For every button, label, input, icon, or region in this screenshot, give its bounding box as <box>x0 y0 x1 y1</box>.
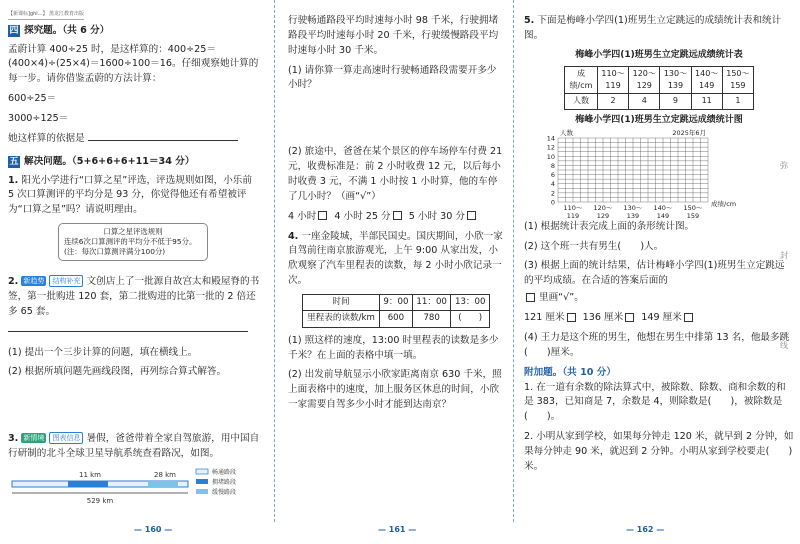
question-2-sub-1: (1) 提出一个三步计算的问题，填在横线上。 <box>8 346 198 358</box>
option-4h-checkbox[interactable] <box>318 211 327 220</box>
sub-question-5-1: (1) 根据统计表完成上面的条形统计图。 <box>524 220 695 232</box>
x-tick-label: 119 <box>566 211 580 220</box>
stats-row <box>565 94 754 109</box>
question-4 <box>288 230 504 289</box>
basis-answer-blank[interactable] <box>88 140 238 141</box>
chart-date: 2025年6月 <box>672 128 706 137</box>
question-2 <box>8 275 260 320</box>
odometer-head-3: 13：00 <box>451 295 490 311</box>
parking-options <box>288 210 504 225</box>
sub-question-4-1: (1) 照这样的速度，13:00 时里程表的读数是多少千米？在上面的表格中填一填。 <box>288 334 499 361</box>
average-options <box>524 311 794 326</box>
x-tick-label: 159 <box>686 211 700 220</box>
chart-info-tag: 图表信息 <box>49 432 83 444</box>
y-tick-label: 4 <box>550 179 555 188</box>
odometer-head-1: 9：00 <box>379 295 412 311</box>
question-5-text: 下面是梅峰小学四(1)班男生立定跳远的成绩统计表和统计图。 <box>524 15 782 41</box>
option-149: 149 厘米 <box>641 312 682 324</box>
extra-header: 附加题。（共 10 分） <box>524 366 616 378</box>
sub-question-1: (1) 请你算一算走高速时行驶畅通路段需要开多少小时？ <box>288 64 497 91</box>
question-1 <box>8 174 260 219</box>
page-number-161-value: 161 <box>388 524 406 534</box>
stats-cell-0: 人数 <box>565 94 598 109</box>
odometer-head-0: 时间 <box>303 295 380 311</box>
section-4-header <box>8 24 260 39</box>
option-121-checkbox[interactable] <box>567 313 576 322</box>
calc-2: 3000÷125＝ <box>8 113 69 125</box>
explore-text: 孟蔚计算 400÷25 时，是这样算的：400÷25＝(400×4)÷(25×4)＝1600÷100＝16。仔细观察她计算的每一步。请你借鉴孟蔚的方法计算： <box>8 43 259 85</box>
y-tick-label: 0 <box>550 198 555 207</box>
page-number-160-value: 160 <box>144 524 162 534</box>
legend-congested-swatch <box>196 479 208 484</box>
legend-slow: 缓慢路段 <box>212 489 237 497</box>
odometer-head-2: 11：00 <box>412 295 451 311</box>
rule-box <box>58 223 208 261</box>
section-5-header <box>8 155 260 170</box>
odometer-cell-2: 780 <box>412 311 451 327</box>
section-5-number: 五 <box>9 157 19 168</box>
page-number-161: — 161 — <box>378 524 417 534</box>
y-tick-label: 8 <box>550 161 555 170</box>
column-separator-2 <box>513 0 514 522</box>
odometer-cell-1: 600 <box>379 311 412 327</box>
y-tick-label: 2 <box>550 189 555 198</box>
legend-slow-swatch <box>196 489 208 494</box>
question-3 <box>8 432 260 462</box>
page-number-162: — 162 — <box>626 524 665 534</box>
calc-1: 600÷25＝ <box>8 93 57 105</box>
section-5-title: 解决问题。（5+6+6+6+11＝34 分） <box>24 155 195 167</box>
slow-segment <box>148 481 178 487</box>
page-number-160: — 160 — <box>134 524 173 534</box>
x-tick-label: 110～ <box>563 203 583 212</box>
y-tick-label: 10 <box>546 152 555 161</box>
stats-head-1: 110～119 <box>597 66 628 94</box>
question-2-text: 文创店上了一批源自故宫太和殿屋脊的书签，第一批购进 120 套，第二批购进的比第一批的 2 倍还多 65 套。 <box>8 276 260 317</box>
x-tick-label: 120～ <box>593 203 613 212</box>
bar-chart[interactable] <box>534 128 764 220</box>
extra-question-2: 2. 小明从家到学校，如果每分钟走 120 米，就早到 2 分钟，如果每分钟走 90 米，就迟到 2 分钟。小明从家到学校要走( )米。 <box>524 431 794 472</box>
option-121: 121 厘米 <box>524 312 565 324</box>
x-tick-label: 139 <box>626 211 640 220</box>
question-2-number: 2. <box>8 276 19 288</box>
road-label-11: 11 km <box>78 471 102 480</box>
page-160 <box>0 0 268 544</box>
road-total-label: 529 km <box>86 497 114 506</box>
extra-question-1: 1. 在一道有余数的除法算式中，被除数、除数、商和余数的和是 383，已知商是 7，余数是 4，则除数是( )，被除数是( )。 <box>524 381 786 423</box>
side-mark-3: 线 <box>780 341 788 350</box>
option-136: 136 厘米 <box>582 312 624 324</box>
x-axis-label: 成绩/cm <box>711 199 737 208</box>
header-strip: 【新课标]ghl...】 黑龙江教育出版 <box>8 11 84 20</box>
legend-smooth-swatch <box>196 469 208 474</box>
question-5-number: 5. <box>524 15 535 26</box>
question-5 <box>524 14 794 44</box>
stats-head-2: 120～129 <box>629 66 660 94</box>
question-4-text: 一座金陵城，半部民国史。国庆期间，小欣一家自驾前往南京旅游观光，上午 9:00 从家出发，小欣观察了汽车里程表的读数，每 2 小时小欣记录一次。 <box>288 230 503 287</box>
section-4-number: 四 <box>9 26 19 37</box>
section-4-title: 探究题。（共 6 分） <box>24 24 110 36</box>
sub-question-5-3b-text: 里画“√”。 <box>539 292 584 304</box>
new-context-tag: 新情境 <box>23 434 45 443</box>
stats-head-3: 130～139 <box>660 66 691 94</box>
sub-question-5-2: (2) 这个班一共有男生( )人。 <box>524 240 664 252</box>
stats-head-0: 成绩/cm <box>565 66 598 94</box>
question-4-number: 4. <box>288 230 299 242</box>
sub-question-5-3b <box>524 291 794 306</box>
x-tick-label: 140～ <box>653 203 673 212</box>
side-mark-2: 封 <box>780 251 788 260</box>
basis-line <box>8 132 260 147</box>
question-1-text: 阳光小学进行“口算之星”评选，评选规则如图，小乐前 5 次口算测评的平均分是 93 分，你觉得他还有希望被评为“口算之星”吗？请说明理由。 <box>8 174 252 216</box>
legend-congested: 拥堵路段 <box>212 479 237 487</box>
side-mark-1: 弥 <box>780 161 788 170</box>
chart-title: 梅峰小学四(1)班男生立定跳远成绩统计图 <box>575 114 743 125</box>
stats-header-row <box>565 66 754 94</box>
x-tick-label: 149 <box>656 211 670 220</box>
speed-text: 行驶畅通路段平均时速每小时 98 千米，行驶拥堵路段平均时速每小时 20 千米，行驶缓慢路段平均时速每小时 30 千米。 <box>288 15 499 56</box>
road-label-28: 28 km <box>153 471 177 480</box>
sub-question-4-2: (2) 出发前导航显示小欣家距离南京 630 千米，照上面表格中的速度，加上服务区休息的时间，小欣一家需要自驾多少小时才能到达南京？ <box>288 369 502 411</box>
option-5h30m: 5 小时 30 分 <box>408 210 465 222</box>
stats-cell-4: 11 <box>691 94 722 109</box>
option-4h: 4 小时 <box>288 210 317 222</box>
structure-tag: 结构补充 <box>49 275 83 287</box>
option-4h25m: 4 小时 25 分 <box>334 210 391 222</box>
legend-checkbox <box>526 293 535 302</box>
odometer-cell-3[interactable]: ( ) <box>451 311 490 327</box>
x-tick-label: 129 <box>596 211 610 220</box>
rule-body: 连续6次口算测评的平均分不低于95分。(注：每次口算测评满分100分) <box>64 237 197 257</box>
odometer-table <box>302 294 490 328</box>
basis-label: 她这样算的依据是 <box>8 132 85 144</box>
stats-head-4: 140～149 <box>691 66 722 94</box>
y-tick-label: 6 <box>550 170 555 179</box>
odometer-cell-0: 里程表的读数/km <box>303 311 380 327</box>
sub-question-5-3: (3) 根据上面的统计结果，估计梅峰小学四(1)班男生立定跳远的平均成绩。在合适的答案后面的 <box>524 260 785 287</box>
y-tick-label: 14 <box>546 134 555 143</box>
congested-segment <box>68 481 108 487</box>
page-161 <box>282 0 508 544</box>
question-2-sub-2: (2) 根据所填问题先画线段图，再列综合算式解答。 <box>8 366 227 378</box>
stats-head-5: 150～159 <box>722 66 753 94</box>
new-trend-tag: 新趋势 <box>23 277 45 286</box>
odometer-header-row <box>303 295 490 311</box>
question-3-text: 暑假，爸爸带着全家自驾旅游，用中国自行研制的北斗全球卫星导航系统查看路况，如图。 <box>8 433 260 460</box>
rule-title: 口算之星评选规则 <box>103 227 163 237</box>
question-3-number: 3. <box>8 433 19 445</box>
stats-cell-5: 1 <box>722 94 753 109</box>
option-5h30m-checkbox[interactable] <box>467 211 476 220</box>
x-tick-label: 150～ <box>683 203 703 212</box>
option-149-checkbox[interactable] <box>684 313 693 322</box>
stats-cell-1: 2 <box>597 94 628 109</box>
stats-cell-3: 9 <box>660 94 691 109</box>
column-separator-1 <box>274 0 275 522</box>
stats-cell-2: 4 <box>629 94 660 109</box>
y-axis-label: 人数 <box>560 128 573 137</box>
question-1-number: 1. <box>8 174 19 186</box>
y-tick-label: 12 <box>546 143 555 152</box>
page-162 <box>518 0 800 544</box>
question-2-answer-blank[interactable] <box>8 331 248 332</box>
road-diagram <box>8 467 258 507</box>
x-tick-label: 130～ <box>623 203 643 212</box>
odometer-row <box>303 311 490 327</box>
page-number-162-value: 162 <box>636 524 654 534</box>
legend-smooth: 畅通路段 <box>212 469 237 477</box>
option-136-checkbox[interactable] <box>625 313 634 322</box>
stats-table <box>564 66 754 110</box>
option-4h25m-checkbox[interactable] <box>393 211 402 220</box>
stats-table-title: 梅峰小学四(1)班男生立定跳远成绩统计表 <box>575 49 743 60</box>
sub-question-5-4: (4) 王力是这个班的男生，他想在男生中排第 13 名，他最多跳( )厘米。 <box>524 331 790 358</box>
sub-question-2: (2) 旅途中，爸爸在某个景区的停车场停车付费 21 元，收费标准是：前 2 小时收费 12 元，以后每小时收费 3 元，不满 1 小时按 1 小时算，他的车停了几小时？（画“√”） <box>288 146 503 202</box>
